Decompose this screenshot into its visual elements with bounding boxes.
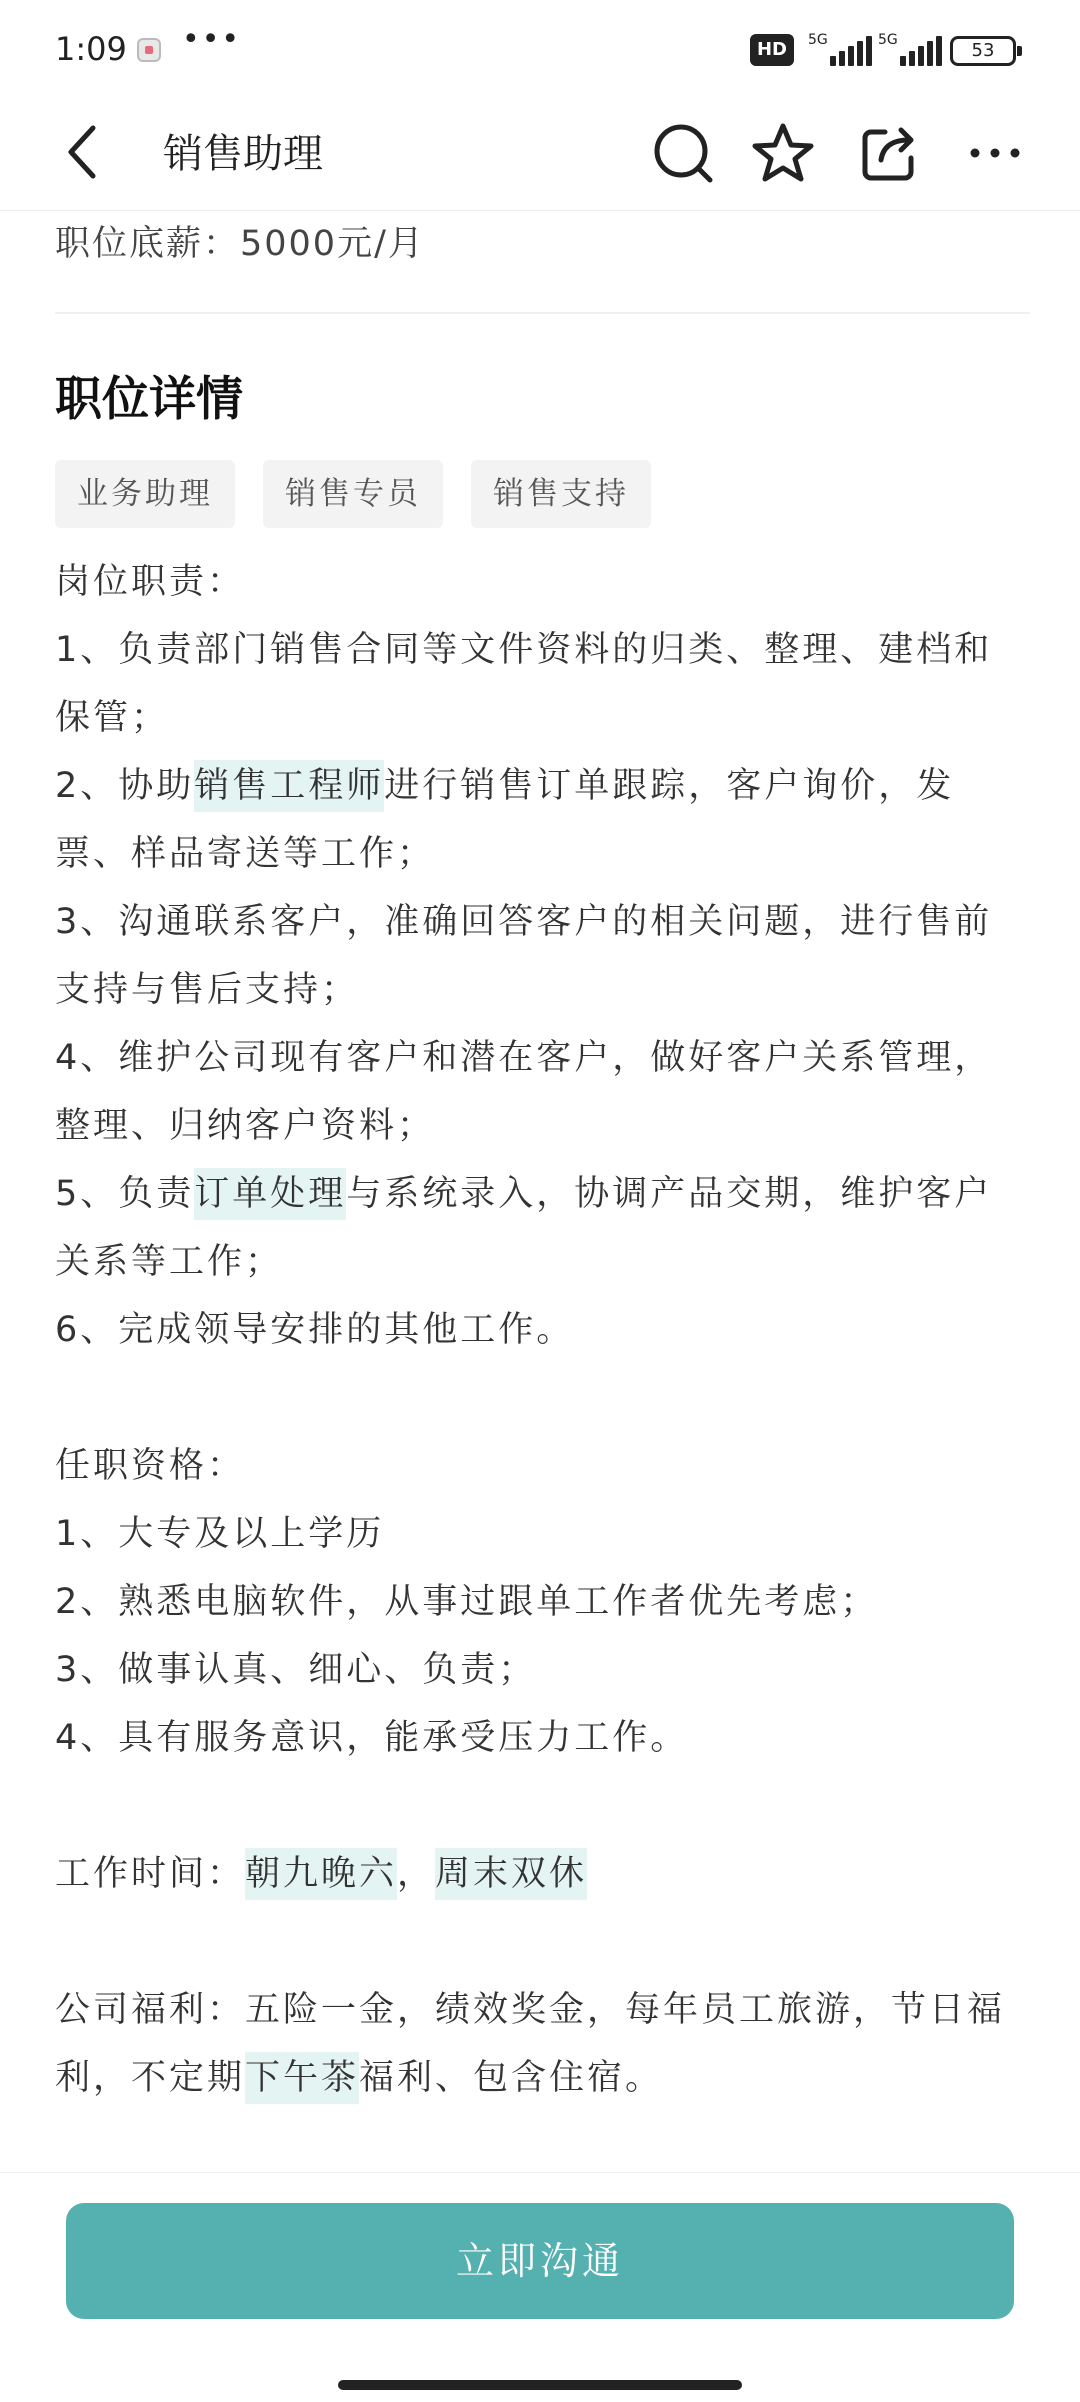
- qualification-item: 3、做事认真、细心、负责；: [55, 1650, 537, 1690]
- status-bar: [0, 0, 1080, 100]
- qualification-item: 4、具有服务意识，能承受压力工作。: [55, 1718, 689, 1758]
- duty-item: 5、负责订单处理与系统录入，协调产品交期，维护客户关系等工作；: [55, 1160, 1030, 1296]
- base-salary: 职位底薪：5000元/月: [55, 224, 425, 264]
- chat-now-button[interactable]: 立即沟通: [66, 2203, 1014, 2319]
- keyword-link[interactable]: 订单处理: [194, 1168, 346, 1220]
- qualification-item: 1、大专及以上学历: [55, 1514, 385, 1554]
- job-tags: [55, 460, 1030, 528]
- more-button[interactable]: [960, 118, 1030, 188]
- search-icon: [648, 118, 718, 188]
- work-hours: 工作时间：朝九晚六，周末双休: [55, 1840, 1030, 1908]
- job-tag[interactable]: 业务助理: [55, 460, 235, 528]
- home-indicator[interactable]: [338, 2380, 742, 2390]
- company-benefits: 公司福利：五险一金，绩效奖金，每年员工旅游，节日福利，不定期下午茶福利、包含住宿。: [55, 1976, 1030, 2112]
- share-icon: [855, 118, 925, 188]
- search-button[interactable]: [648, 118, 718, 188]
- page-title: 销售助理: [163, 131, 323, 177]
- job-description: [55, 548, 1030, 2112]
- star-icon: [748, 118, 818, 188]
- duty-item: 3、沟通联系客户，准确回答客户的相关问题，进行售前支持与售后支持；: [55, 902, 993, 1010]
- job-tag[interactable]: 销售支持: [471, 460, 651, 528]
- job-tag[interactable]: 销售专员: [263, 460, 443, 528]
- notification-app-icon: [137, 38, 161, 62]
- duties-heading: 岗位职责：: [55, 562, 246, 602]
- signal-sim2-icon: 5G: [878, 34, 948, 66]
- status-time: 1:09: [55, 30, 127, 68]
- bottom-action-bar: [0, 2172, 1080, 2402]
- nav-header: [0, 100, 1080, 211]
- more-icon: [960, 118, 1030, 188]
- keyword-link[interactable]: 周末双休: [435, 1848, 587, 1900]
- section-title: 职位详情: [55, 372, 243, 427]
- battery-icon: 53: [950, 36, 1016, 66]
- keyword-link[interactable]: 销售工程师: [194, 760, 384, 812]
- signal-sim1-icon: 5G: [808, 34, 878, 66]
- back-button[interactable]: [55, 122, 115, 182]
- favorite-button[interactable]: [748, 118, 818, 188]
- back-icon: [55, 122, 115, 182]
- share-button[interactable]: [855, 118, 925, 188]
- more-notifications-icon: •••: [182, 22, 242, 57]
- keyword-link[interactable]: 朝九晚六: [245, 1848, 397, 1900]
- divider: [55, 312, 1030, 314]
- duty-item: 4、维护公司现有客户和潜在客户，做好客户关系管理，整理、归纳客户资料；: [55, 1038, 993, 1146]
- duty-item: 2、协助销售工程师进行销售订单跟踪，客户询价，发票、样品寄送等工作；: [55, 752, 1030, 888]
- hd-voice-icon: HD: [750, 34, 794, 66]
- qualifications-heading: 任职资格：: [55, 1446, 246, 1486]
- job-detail-content: [55, 210, 1030, 2112]
- duty-item: 1、负责部门销售合同等文件资料的归类、整理、建档和保管；: [55, 630, 993, 738]
- duty-item: 6、完成领导安排的其他工作。: [55, 1310, 575, 1350]
- qualification-item: 2、熟悉电脑软件，从事过跟单工作者优先考虑；: [55, 1582, 879, 1622]
- keyword-link[interactable]: 下午茶: [245, 2052, 359, 2104]
